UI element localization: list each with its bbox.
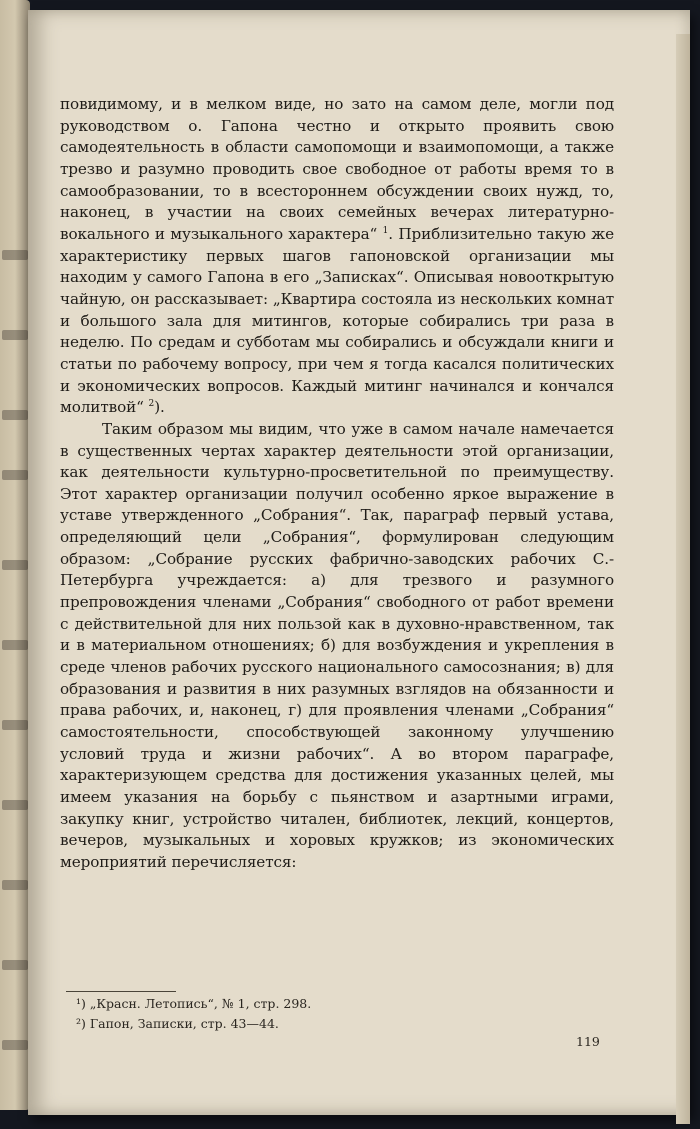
page-number: 119 [576, 1034, 600, 1049]
footnote-1: ¹) „Красн. Летопись“, № 1, стр. 298. [76, 996, 312, 1011]
body-text [60, 94, 614, 874]
footnote-ref-2: 2 [148, 399, 155, 410]
paragraph-2: Таким образом мы видим, что уже в самом начале намечается в существенных чертах характер деятельности этой организации, как деятельности культурно-просветительной по преимуществу. Этот характер организации получил особенно яркое выражение в уставе утвержденного „Собрания“. Так, параграф первый устава, определяющий цели „Собрания“, формулирован следующим образом: „Собрание русских фабрично-заводских рабочих С.-Петербурга учреждается: а) для трезвого и разумного препровождения членами „Собрания“ свободного от работ времени с действительной для них пользой как в духовно-нравственном, так и в материальном отношениях; б) для возбуждения и укрепления в среде членов рабочих русского национального самосознания; в) для образования и развития в них разумных взглядов на обязанности и права рабочих, и, наконец, г) для проявления членами „Собрания“ самостоятельности, способствующей законному улучшению условий труда и жизни рабочих“. А во втором параграфе, характеризующем средства для достижения указанных целей, мы имеем указания на борьбу с пьянством и азартными играми, закупку книг, устройство читален, библиотек, лекций, концертов, вечеров, музыкальных и хоровых кружков; из экономических мероприятий перечисляется: [60, 419, 614, 871]
facing-page-edge [0, 0, 30, 1110]
footnote-rule [66, 991, 176, 992]
footnotes [76, 994, 616, 1034]
book-page [28, 10, 690, 1115]
footnote-2: ²) Гапон, Записки, стр. 43—44. [76, 1016, 279, 1031]
footnote-ref-1: 1 [382, 225, 389, 236]
page-stack-edge [676, 34, 690, 1124]
paragraph-1: повидимому, и в мелком виде, но зато на самом деле, могли под руководством о. Гапона честно и открыто проявить свою самодеятельность в области самопомощи и взаимопомощи, а также трезво и разумно проводить свое свободное от работы время то в самообразовании, то в всестороннем обсуждении своих нужд, то, наконец, в участии на своих семейных вечерах литературно-вокального и музыкального характера“ $^1$. Приблизительно такую же характеристику первых шагов гапоновской организации мы находим у самого Гапона в его „Записках“. Описывая новооткрытую чайную, он рассказывает: „Квартира состояла из нескольких комнат и большого зала для митингов, которые собирались три раза в неделю. По средам и субботам мы собирались и обсуждали книги и статьи по рабочему вопросу, при чем я тогда касался политических и экономических вопросов. Каждый митинг начинался и кончался молитвой“ $^2$). [60, 95, 615, 417]
